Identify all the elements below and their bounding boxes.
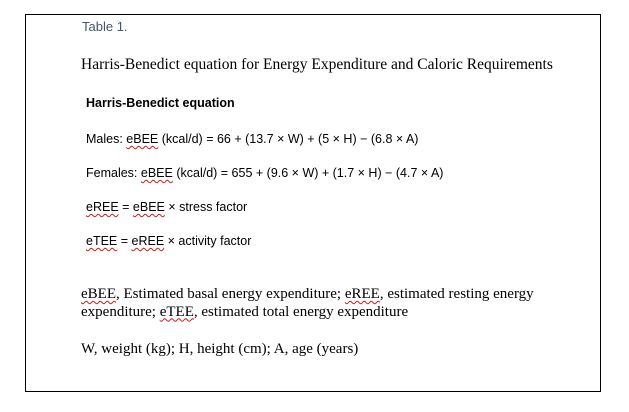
etee-rhs: eREE (131, 234, 165, 248)
eree-rhs: eBEE (132, 200, 165, 214)
etee-equation (86, 234, 251, 248)
etee-eq: = (117, 234, 132, 248)
etee-lhs: eTEE (86, 234, 118, 248)
abbr-term-etee: eTEE (159, 303, 194, 320)
abbr-term-eree: eREE (344, 286, 380, 302)
females-label: Females: (86, 166, 141, 180)
males-equation (86, 132, 418, 146)
eree-equation (86, 200, 247, 214)
abbr-desc-etee: , estimated total energy expenditure (193, 303, 409, 320)
males-term: eBEE (126, 132, 159, 146)
abbreviations-note (81, 286, 581, 321)
eree-lhs: eREE (86, 200, 119, 214)
equation-heading: Harris-Benedict equation (86, 96, 235, 110)
units-note: W, weight (kg); H, height (cm); A, age (years) (81, 341, 359, 357)
etee-tail: × activity factor (164, 234, 252, 248)
abbr-term-ebee: eBEE (81, 286, 116, 302)
abbr-desc-ebee: , Estimated basal energy expenditure; (116, 286, 345, 302)
males-label: Males: (86, 132, 127, 146)
females-term: eBEE (140, 166, 173, 180)
eree-eq: = (118, 200, 133, 214)
abbr-desc-eree: , estimated resting energy expenditure; (81, 286, 534, 320)
females-equation (86, 166, 443, 180)
males-formula: (kcal/d) = 66 + (13.7 × W) + (5 × H) − (6.8 × A) (158, 132, 419, 146)
table-title: Harris-Benedict equation for Energy Expenditure and Caloric Requirements (81, 56, 553, 73)
table-caption: Table 1. (82, 19, 128, 34)
females-formula: (kcal/d) = 655 + (9.6 × W) + (1.7 × H) − (4.7 × A) (172, 166, 444, 180)
eree-tail: × stress factor (164, 200, 248, 214)
